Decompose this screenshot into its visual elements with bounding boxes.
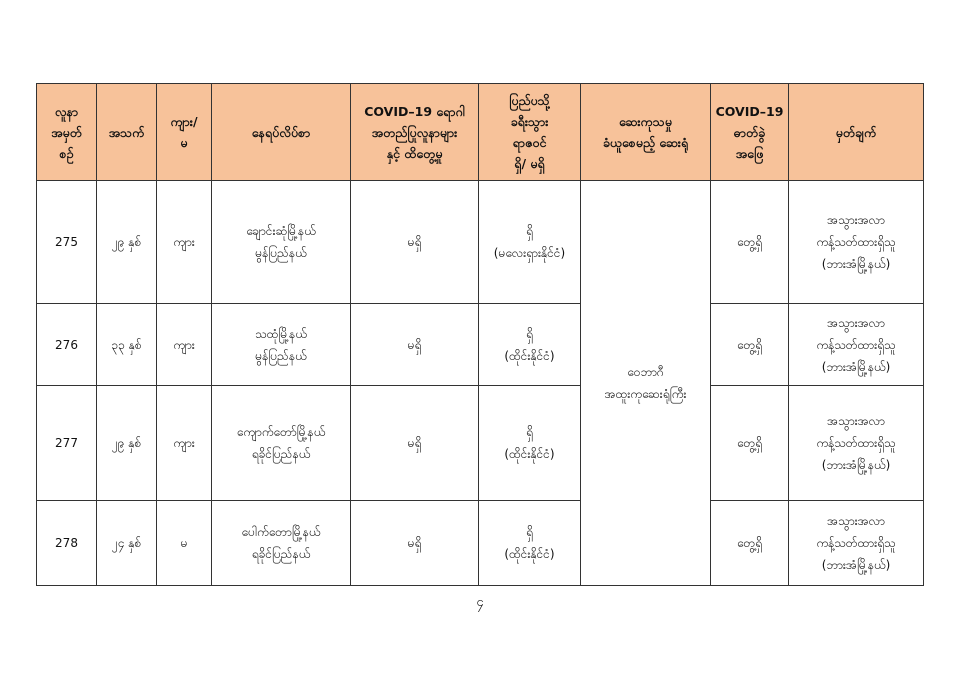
header-address: နေရပ်လိပ်စာ <box>212 84 351 181</box>
cell-case-no: 277 <box>37 386 97 501</box>
cell-sex: ကျား <box>157 304 212 386</box>
table-row <box>37 304 924 386</box>
cell-remark: အသွားအလာ ကန့်သတ်ထားရှိသူ (ဘားအံမြို့နယ်) <box>789 386 924 501</box>
header-case-no: လူနာ အမှတ် စဉ် <box>37 84 97 181</box>
cell-contact: မရှိ <box>351 501 479 586</box>
header-travel: ပြည်ပသို့ ခရီးသွား ရာဇဝင် ရှိ/ မရှိ <box>479 84 581 181</box>
table-row <box>37 501 924 586</box>
cell-age: ၃၃ နှစ် <box>97 304 157 386</box>
cell-travel: ရှိ (မလေးရှားနိုင်ငံ) <box>479 181 581 304</box>
table-row <box>37 386 924 501</box>
cell-remark: အသွားအလာ ကန့်သတ်ထားရှိသူ (ဘားအံမြို့နယ်) <box>789 181 924 304</box>
cell-age: ၂၄ နှစ် <box>97 501 157 586</box>
cell-sex: ကျား <box>157 386 212 501</box>
cell-lab-result: တွေ့ရှိ <box>711 181 789 304</box>
case-table-container <box>36 83 923 586</box>
cell-travel: ရှိ (ထိုင်းနိုင်ငံ) <box>479 304 581 386</box>
header-contact: COVID–19 ရောဂါ အတည်ပြုလူနာများ နှင့် ထိတွေ့မှု <box>351 84 479 181</box>
header-age: အသက် <box>97 84 157 181</box>
table-row <box>37 181 924 304</box>
cell-case-no: 275 <box>37 181 97 304</box>
cell-lab-result: တွေ့ရှိ <box>711 501 789 586</box>
cell-travel: ရှိ (ထိုင်းနိုင်ငံ) <box>479 386 581 501</box>
cell-address: သထုံမြို့နယ် မွန်ပြည်နယ် <box>212 304 351 386</box>
cell-contact: မရှိ <box>351 386 479 501</box>
cell-sex: ကျား <box>157 181 212 304</box>
header-hospital: ဆေးကုသမှု ခံယူစေမည့် ဆေးရုံ <box>581 84 711 181</box>
cell-hospital: ဝေဘာဂီ အထူးကုဆေးရုံကြီး <box>581 181 711 586</box>
cell-age: ၂၉ နှစ် <box>97 181 157 304</box>
cell-lab-result: တွေ့ရှိ <box>711 386 789 501</box>
cell-address: ပေါက်တောမြို့နယ် ရခိုင်ပြည်နယ် <box>212 501 351 586</box>
cell-travel: ရှိ (ထိုင်းနိုင်ငံ) <box>479 501 581 586</box>
cell-contact: မရှိ <box>351 304 479 386</box>
header-row <box>37 84 924 181</box>
case-table <box>36 83 924 586</box>
cell-lab-result: တွေ့ရှိ <box>711 304 789 386</box>
cell-contact: မရှိ <box>351 181 479 304</box>
cell-address: ချောင်းဆုံမြို့နယ် မွန်ပြည်နယ် <box>212 181 351 304</box>
header-sex: ကျား/ မ <box>157 84 212 181</box>
page-number: ၄ <box>476 595 484 610</box>
cell-case-no: 278 <box>37 501 97 586</box>
cell-sex: မ <box>157 501 212 586</box>
header-lab-result: COVID–19 ဓာတ်ခွဲ အဖြေ <box>711 84 789 181</box>
cell-case-no: 276 <box>37 304 97 386</box>
cell-address: ကျောက်တော်မြို့နယ် ရခိုင်ပြည်နယ် <box>212 386 351 501</box>
cell-age: ၂၉ နှစ် <box>97 386 157 501</box>
header-remark: မှတ်ချက် <box>789 84 924 181</box>
cell-remark: အသွားအလာ ကန့်သတ်ထားရှိသူ (ဘားအံမြို့နယ်) <box>789 501 924 586</box>
cell-remark: အသွားအလာ ကန့်သတ်ထားရှိသူ (ဘားအံမြို့နယ်) <box>789 304 924 386</box>
